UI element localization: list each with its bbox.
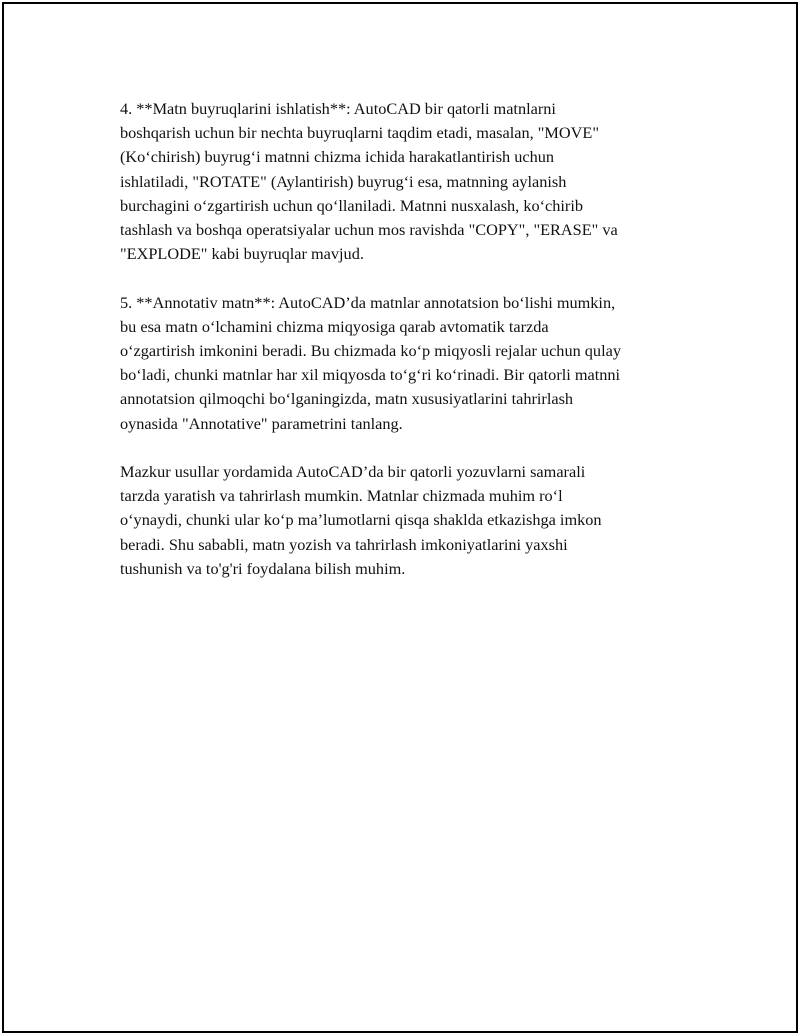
paragraph-matn-buyruqlari: 4. **Matn buyruqlarini ishlatish**: AutoCAD bir qatorli matnlarni boshqarish uchun bir nechta buyruqlarni taqdim etadi, masalan, "MOVE" (Ko‘chirish) buyrug‘i matnni chizma ichida harakatlantirish uchun ishlatiladi, "ROTATE" (Aylantirish) buyrug‘i esa, matnning aylanish burchagini o‘zgartirish uchun qo‘llaniladi. Matnni nusxalash, ko‘chirib tashlash va boshqa operatsiyalar uchun mos ravishda "COPY", "ERASE" va "EXPLODE" kabi buyruqlar mavjud. <box>120 99 618 264</box>
document-page <box>2 2 798 1033</box>
document-body <box>120 97 690 605</box>
paragraph-xulosa: Mazkur usullar yordamida AutoCAD’da bir qatorli yozuvlarni samarali tarzda yaratish va tahrirlash mumkin. Matnlar chizmada muhim ro‘l o‘ynaydi, chunki ular ko‘p ma’lumotlarni qisqa shaklda etkazishga imkon beradi. Shu sababli, matn yozish va tahrirlash imkoniyatlarini yaxshi tushunish va to'g'ri foydalana bilish muhim. <box>120 462 602 578</box>
paragraph-annotativ-matn: 5. **Annotativ matn**: AutoCAD’da matnlar annotatsion bo‘lishi mumkin, bu esa matn o‘lchamini chizma miqyosiga qarab avtomatik tarzda o‘zgartirish imkonini beradi. Bu chizmada ko‘p miqyosli rejalar uchun qulay bo‘ladi, chunki matnlar har xil miqyosda to‘g‘ri ko‘rinadi. Bir qatorli matnni annotatsion qilmoqchi bo‘lganingizda, matn xususiyatlarini tahrirlash oynasida "Annotative" parametrini tanlang. <box>120 292 621 433</box>
